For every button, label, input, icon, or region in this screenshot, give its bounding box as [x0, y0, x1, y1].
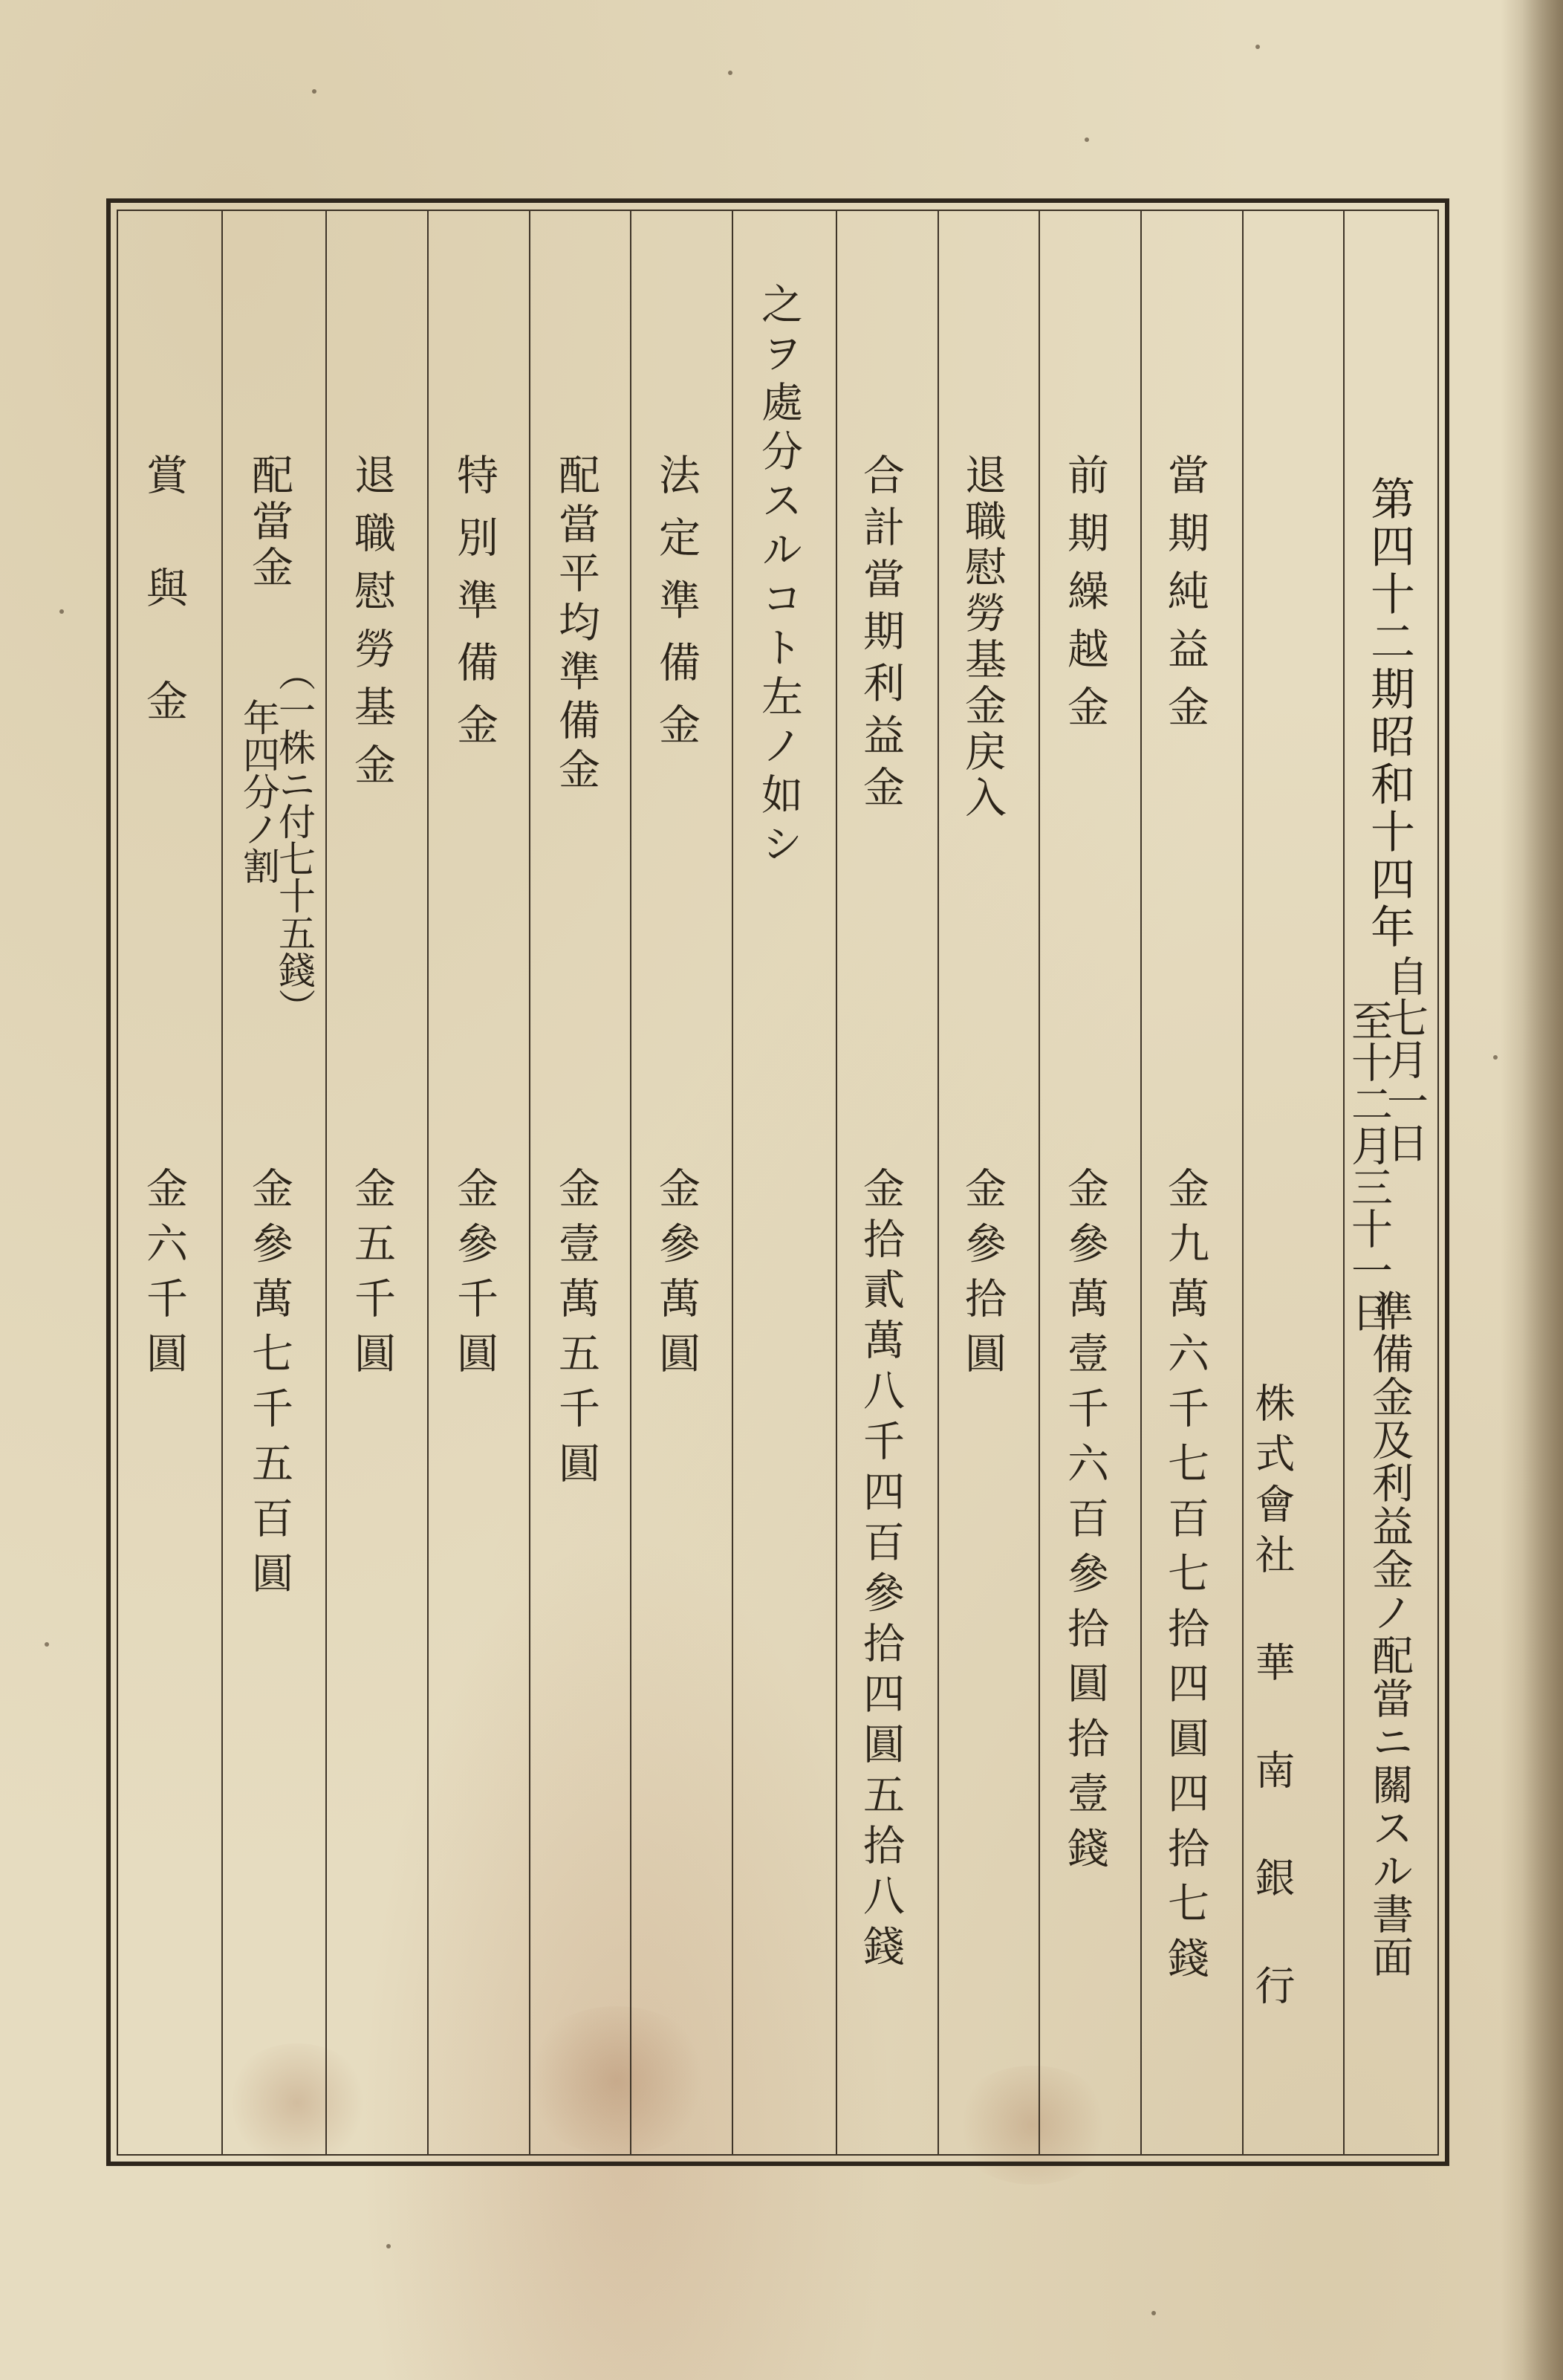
allocation-amount: 金六千圓 — [140, 1167, 188, 1387]
paper-speck — [312, 89, 316, 94]
column-rule — [732, 210, 733, 2156]
income-label: 合計當期利益金 — [857, 453, 905, 817]
paper-speck — [1085, 137, 1089, 142]
dividend-rate-note: （一株ニ付七十五錢） — [273, 654, 316, 1025]
column-rule — [1039, 210, 1040, 2156]
income-label: 當期純益金 — [1161, 453, 1209, 743]
allocation-label: 特別準備金 — [450, 453, 498, 765]
paper-speck — [59, 609, 64, 614]
allocation-amount: 金五千圓 — [348, 1167, 396, 1387]
allocation-amount: 金參千圓 — [450, 1167, 498, 1387]
paper-speck — [1493, 1055, 1498, 1060]
column-rule — [630, 210, 631, 2156]
income-label: 退職慰勞基金戻入 — [958, 453, 1007, 822]
company-name: 株式會社 華 南 銀 行 — [1249, 1382, 1296, 2015]
paper-speck — [1255, 45, 1260, 49]
allocation-label: 賞與金 — [140, 453, 188, 792]
column-rule — [836, 210, 837, 2156]
column-rule — [938, 210, 939, 2156]
column-rule — [221, 210, 223, 2156]
paper-speck — [45, 1642, 49, 1647]
income-label: 前期繰越金 — [1061, 453, 1109, 743]
allocation-label: 法定準備金 — [652, 453, 701, 765]
dividend-rate-note: 年四分ノ割 — [237, 698, 280, 884]
date-to: 至十二月三十一日 — [1345, 999, 1393, 1332]
allocation-amount: 金壹萬五千圓 — [552, 1167, 600, 1497]
income-amount: 金參拾圓 — [958, 1167, 1007, 1387]
allocation-label: 配當平均準備金 — [552, 453, 600, 797]
allocation-label: 退職慰勞基金 — [348, 453, 396, 801]
document-title-suffix: 準備金及利益金ノ配當ニ關スル書面 — [1365, 1289, 1414, 1979]
paper-speck — [386, 2244, 391, 2248]
paper-speck — [728, 71, 732, 75]
column-rule — [427, 210, 429, 2156]
income-amount: 金參萬壹千六百參拾圓拾壹錢 — [1061, 1167, 1109, 1881]
allocation-label: 配當金 — [245, 453, 293, 591]
allocation-amount: 金參萬圓 — [652, 1167, 701, 1387]
income-amount: 金九萬六千七百七拾四圓四拾七錢 — [1161, 1167, 1209, 1991]
disposal-statement: 之ヲ處分スルコト左ノ如シ — [755, 282, 803, 871]
document-title-prefix: 第四十二期昭和十四年 — [1363, 476, 1415, 951]
column-rule — [325, 210, 327, 2156]
column-rule — [529, 210, 530, 2156]
date-from: 自七月一日 — [1380, 955, 1429, 1163]
income-amount: 金拾貳萬八千四百參拾四圓五拾八錢 — [857, 1167, 905, 1975]
allocation-amount: 金參萬七千五百圓 — [245, 1167, 293, 1606]
column-rule — [1140, 210, 1142, 2156]
page-edge-shadow — [1522, 0, 1563, 2380]
paper-speck — [1151, 2311, 1156, 2315]
